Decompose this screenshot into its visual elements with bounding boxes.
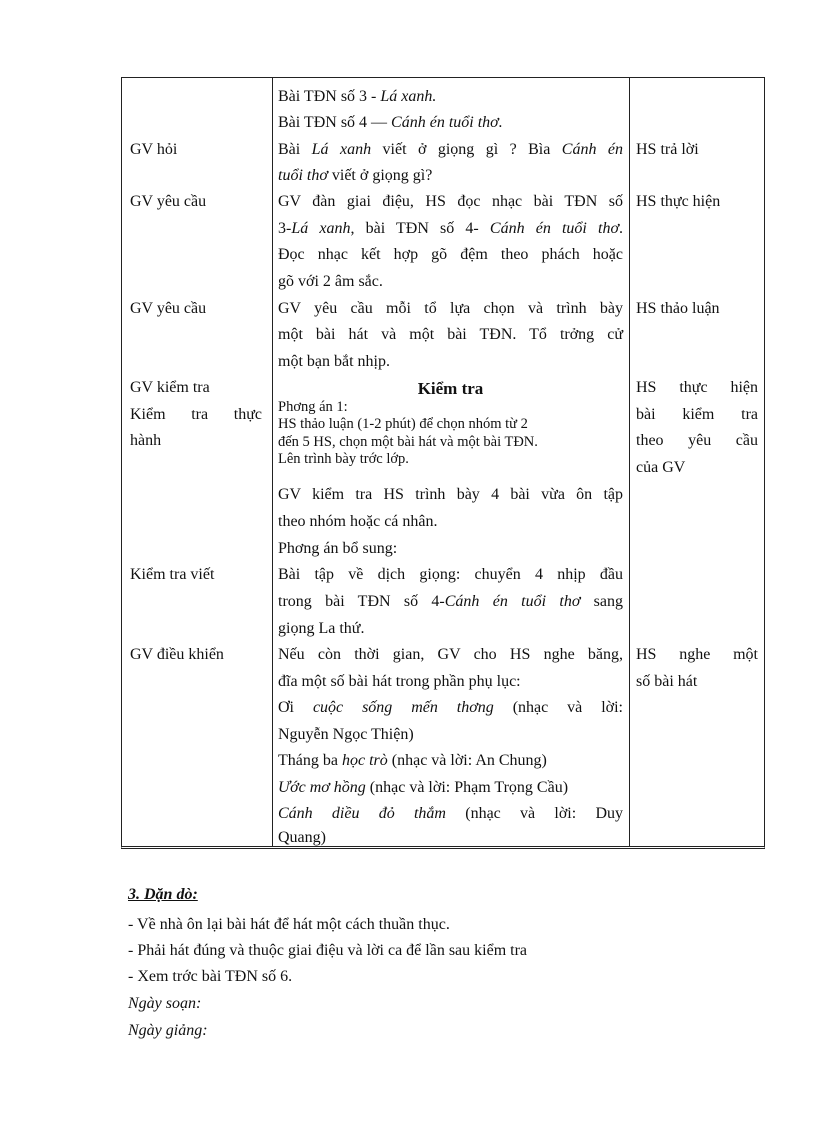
- cell-text: một bài hát và một bài TĐN. Tổ trởng cử: [278, 326, 623, 343]
- cell-text: Tháng ba học trò (nhạc và lời: An Chung): [278, 752, 547, 769]
- student-activity: HS thảo luận: [636, 300, 720, 317]
- cell-text: Đọc nhạc kết hợp gõ đệm theo phách hoặc: [278, 246, 623, 263]
- student-activity: HS trả lời: [636, 141, 699, 158]
- instruction-line: - Về nhà ôn lại bài hát để hát một cách thuần thục.: [128, 916, 450, 933]
- student-activity: theo yêu cầu: [636, 432, 758, 449]
- lesson-table: [121, 77, 765, 849]
- student-activity: HS nghe một: [636, 646, 758, 663]
- section-heading: 3. Dặn dò:: [128, 886, 198, 903]
- cell-text: Bài Lá xanh viết ở giọng gì ? Bìa Cánh én: [278, 141, 624, 158]
- activity-label: hành: [130, 432, 162, 449]
- cell-text: GV đàn giai điệu, HS đọc nhạc bài TĐN số: [278, 193, 623, 210]
- student-activity: của GV: [636, 459, 686, 476]
- section-title: Kiểm tra: [417, 379, 484, 398]
- cell-text: Quang): [278, 829, 326, 846]
- cell-text: Bài TĐN số 4 — Cánh én tuổi thơ.: [278, 114, 503, 131]
- student-activity: bài kiểm tra: [636, 406, 758, 423]
- column-divider: [629, 78, 630, 846]
- activity-label: GV hỏi: [130, 141, 178, 158]
- activity-label: GV yêu cầu: [130, 300, 207, 317]
- cell-text: Nguyễn Ngọc Thiện): [278, 726, 414, 743]
- cell-text: theo nhóm hoặc cá nhân.: [278, 513, 438, 530]
- cell-text: trong bài TĐN số 4-Cánh én tuổi thơ sang: [278, 593, 624, 610]
- cell-text: Nếu còn thời gian, GV cho HS nghe băng,: [278, 646, 623, 663]
- student-activity: HS thực hiện: [636, 193, 721, 210]
- cell-text: Bài tập về dịch giọng: chuyển 4 nhịp đầu: [278, 566, 623, 583]
- cell-text: Phơng án 1:: [278, 399, 348, 415]
- column-divider: [272, 78, 273, 846]
- activity-label: Kiểm tra viết: [130, 566, 215, 583]
- cell-text: Ơi cuộc sống mến thơng (nhạc và lời:: [278, 699, 624, 716]
- teach-date-label: Ngày giảng:: [128, 1022, 208, 1039]
- cell-text: Phơng án bổ sung:: [278, 540, 398, 557]
- cell-text: GV yêu cầu mỗi tổ lựa chọn và trình bày: [278, 300, 623, 317]
- cell-text: 3-Lá xanh, bài TĐN số 4- Cánh én tuổi thơ.: [278, 220, 624, 237]
- cell-text: gõ với 2 âm sắc.: [278, 273, 383, 290]
- prep-date-label: Ngày soạn:: [128, 995, 202, 1012]
- cell-text: đến 5 HS, chọn một bài hát và một bài TĐN.: [278, 434, 538, 450]
- instruction-line: - Xem trớc bài TĐN số 6.: [128, 968, 293, 985]
- cell-text: đĩa một số bài hát trong phần phụ lục:: [278, 673, 521, 690]
- student-activity: HS thực hiện: [636, 379, 758, 396]
- cell-text: Ước mơ hồng (nhạc và lời: Phạm Trọng Cầu): [278, 779, 569, 796]
- cell-text: HS thảo luận (1-2 phút) để chọn nhóm từ 2: [278, 416, 528, 432]
- student-activity: số bài hát: [636, 673, 698, 690]
- activity-label: Kiểm tra thực: [130, 406, 262, 423]
- activity-label: GV kiểm tra: [130, 379, 210, 396]
- cell-text: tuổi thơ viết ở giọng gì?: [278, 167, 433, 184]
- cell-text: Bài TĐN số 3 - Lá xanh.: [278, 88, 437, 105]
- cell-text: giọng La thứ.: [278, 620, 365, 637]
- cell-text: một bạn bắt nhịp.: [278, 353, 390, 370]
- cell-text: GV kiểm tra HS trình bày 4 bài vừa ôn tập: [278, 486, 623, 503]
- activity-label: GV yêu cầu: [130, 193, 207, 210]
- activity-label: GV điều khiển: [130, 646, 224, 663]
- cell-text: Cánh diều đỏ thắm (nhạc và lời: Duy: [278, 805, 624, 822]
- cell-text: Lên trình bày trớc lớp.: [278, 451, 409, 467]
- instruction-line: - Phải hát đúng và thuộc giai điệu và lời ca để lần sau kiểm tra: [128, 942, 528, 959]
